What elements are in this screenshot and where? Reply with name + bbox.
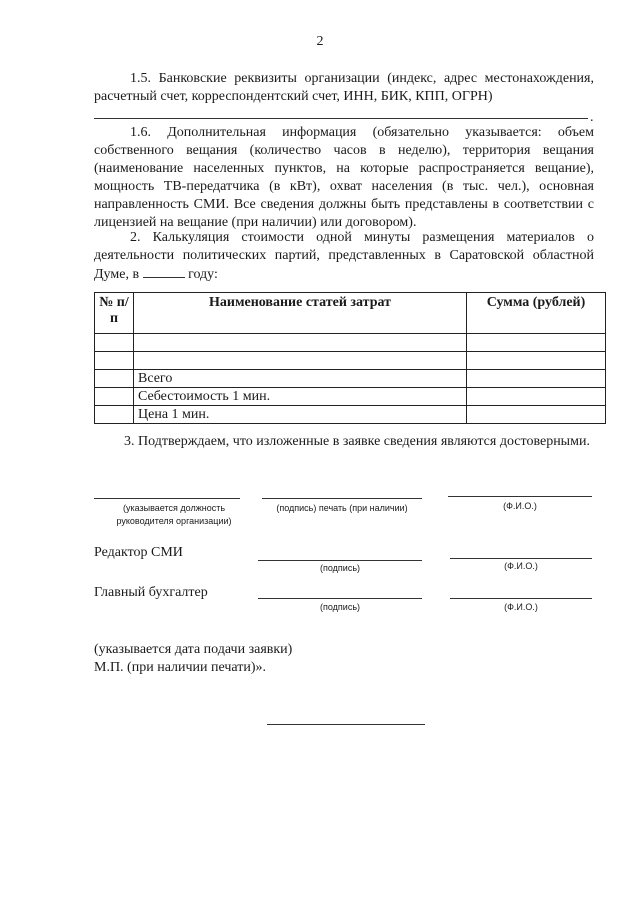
row-num-cell[interactable] — [95, 334, 134, 352]
bank-details-end-mark: . — [590, 110, 594, 125]
date-note: (указывается дата подачи заявки) — [94, 642, 293, 657]
section-1-6-additional-info: 1.6. Дополнительная информация (обязательно указывается: объем собственного вещания (количество часов в неделю), территория вещания (наименование населенных пунктов, на которые распространяется вещание), мощность ТВ-передатчика (в кВт), охват населения (в тыс. чел.), основная направленность СМИ. Все сведения должны быть представлены в соответствии с лицензией на вещание (при наличии) или договором). — [94, 125, 594, 230]
editor-name-line[interactable] — [450, 558, 592, 559]
header-num: № п/п — [95, 293, 134, 334]
section-2-calculation — [94, 229, 594, 284]
row-num-cell[interactable] — [95, 352, 134, 370]
cost-table-header-row — [95, 293, 606, 334]
head-position-line[interactable] — [94, 498, 240, 499]
table-row-cost-per-minute — [95, 388, 606, 406]
table-row-price-per-minute — [95, 406, 606, 424]
row-num-cell[interactable] — [95, 388, 134, 406]
header-cost-items: Наименование статей затрат — [134, 293, 467, 334]
section-1-5-bank-details: 1.5. Банковские реквизиты организации (индекс, адрес местонахождения, расчетный счет, корреспондентский счет, ИНН, БИК, КПП, ОГРН) — [94, 71, 594, 104]
head-name-line[interactable] — [448, 496, 592, 497]
row-sum-cell[interactable] — [467, 334, 606, 352]
section-3-confirmation: 3. Подтверждаем, что изложенные в заявке сведения являются достоверными. — [124, 434, 590, 449]
row-name-cell[interactable] — [134, 352, 467, 370]
year-blank[interactable] — [143, 265, 185, 278]
stamp-note: М.П. (при наличии печати)». — [94, 660, 267, 675]
accountant-label: Главный бухгалтер — [94, 585, 208, 600]
header-sum: Сумма (рублей) — [467, 293, 606, 334]
accountant-name-caption: (Ф.И.О.) — [504, 602, 538, 612]
head-position-caption: (указывается должность руководителя организации) — [116, 503, 232, 526]
head-signature-caption: (подпись) печать (при наличии) — [276, 503, 408, 513]
row-sum-cell[interactable] — [467, 406, 606, 424]
accountant-signature-caption: (подпись) — [319, 602, 361, 612]
row-sum-cell[interactable] — [467, 352, 606, 370]
accountant-signature-line[interactable] — [258, 598, 422, 599]
editor-name-caption: (Ф.И.О.) — [504, 561, 538, 571]
table-row-total — [95, 370, 606, 388]
accountant-name-line[interactable] — [450, 598, 592, 599]
editor-signature-caption: (подпись) — [319, 563, 361, 573]
table-row — [95, 334, 606, 352]
section-2-text: 2. Калькуляция стоимости одной минуты размещения материалов о деятельности политических партий, представленных в Саратовской областной Думе, в — [94, 230, 594, 282]
row-num-cell[interactable] — [95, 370, 134, 388]
editor-label: Редактор СМИ — [94, 545, 183, 560]
row-name-cell[interactable] — [134, 334, 467, 352]
bank-details-fill-line[interactable] — [94, 118, 588, 119]
row-name-cell: Цена 1 мин. — [134, 406, 467, 424]
row-sum-cell[interactable] — [467, 370, 606, 388]
head-name-caption: (Ф.И.О.) — [503, 501, 537, 511]
page-number: 2 — [316, 34, 324, 49]
row-num-cell[interactable] — [95, 406, 134, 424]
editor-signature-line[interactable] — [258, 560, 422, 561]
row-sum-cell[interactable] — [467, 388, 606, 406]
section-2-text-end: году: — [188, 267, 218, 282]
cost-table — [94, 292, 606, 424]
table-row — [95, 352, 606, 370]
row-name-cell: Всего — [134, 370, 467, 388]
row-name-cell: Себестоимость 1 мин. — [134, 388, 467, 406]
head-signature-line[interactable] — [262, 498, 422, 499]
closing-line — [267, 724, 425, 725]
